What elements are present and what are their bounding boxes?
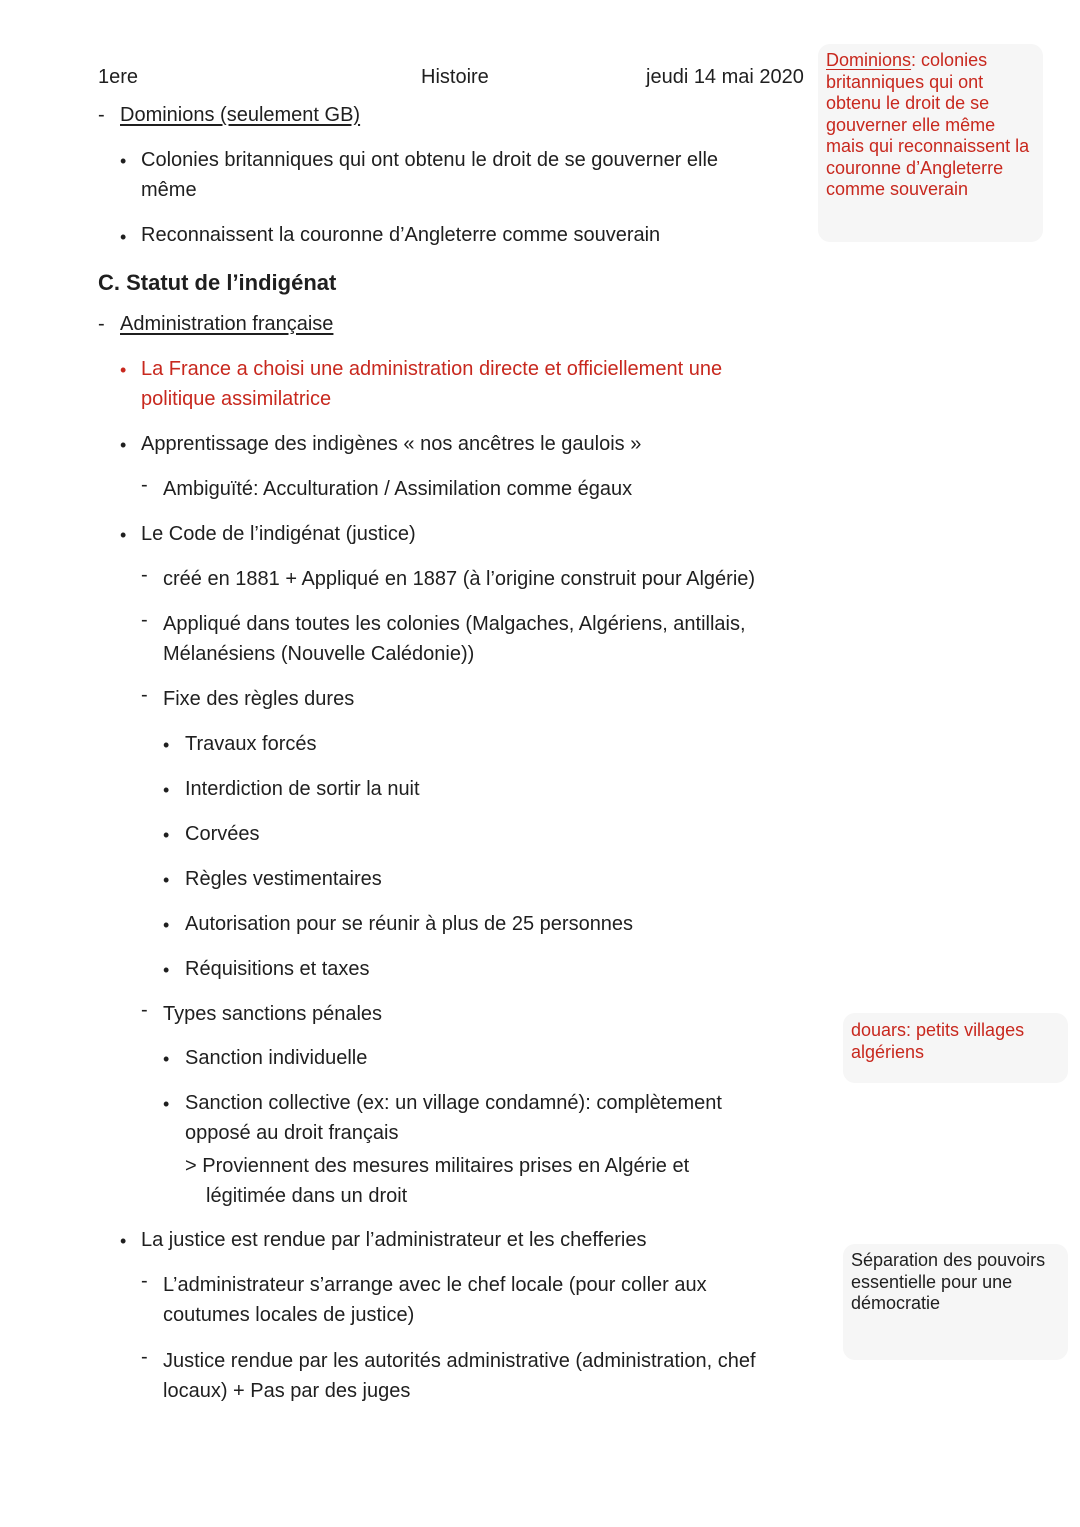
side-note-separation [843,1244,1068,1360]
dash-marker: - [141,564,148,586]
dash-marker: - [141,1346,148,1368]
bullet-marker: • [120,227,127,247]
france-policy-line-2: politique assimilatrice [141,388,332,410]
dash-marker: - [98,313,105,335]
bullet-marker: • [120,151,127,171]
dash-marker: - [141,609,148,631]
dash-marker: - [141,684,148,706]
side-note-douars [843,1013,1068,1083]
dominions-heading: Dominions (seulement GB) [120,104,361,126]
administrateur-line-1: L’administrateur s’arrange avec le chef locale (pour coller aux [163,1274,707,1296]
bullet-marker: • [120,435,127,455]
applique-line-1: Appliqué dans toutes les colonies (Malgaches, Algériens, antillais, [163,613,746,635]
subject-label: Histoire [421,66,489,88]
dash-marker: - [141,474,148,496]
note-text: Séparation des pouvoirs essentielle pour une démocratie [851,1250,1046,1313]
ambiguite-item: Ambiguïté: Acculturation / Assimilation comme égaux [163,478,633,500]
regle-item: Travaux forcés [185,733,317,755]
side-note-dominions [818,44,1043,242]
note-term: Dominions [826,50,912,70]
regle-item: Autorisation pour se réunir à plus de 25 personnes [185,913,634,935]
justice-item: La justice est rendue par l’administrateur et les chefferies [141,1229,647,1251]
justice-rendue-line-1: Justice rendue par les autorités administrative (administration, chef [163,1350,756,1372]
proviennent-line-2: légitimée dans un droit [206,1185,408,1207]
dominions-bullet-2: Reconnaissent la couronne d’Angleterre comme souverain [141,224,661,246]
apprentissage-item: Apprentissage des indigènes « nos ancêtres le gaulois » [141,433,642,455]
bullet-marker: • [163,780,170,800]
bullet-marker: • [163,735,170,755]
code-indigenat-item: Le Code de l’indigénat (justice) [141,523,416,545]
dash-marker: - [141,999,148,1021]
regle-item: Règles vestimentaires [185,868,382,890]
regle-item: Interdiction de sortir la nuit [185,778,420,800]
dominions-bullet-1-line-1: Colonies britanniques qui ont obtenu le droit de se gouverner elle [141,149,719,171]
regle-item: Réquisitions et taxes [185,958,370,980]
administrateur-line-2: coutumes locales de justice) [163,1304,415,1326]
regle-item: Corvées [185,823,260,845]
note-definition: : colonies britanniques qui ont obtenu le droit de se gouverner elle même mais qui reconnaissent la couronne d’Angleterre comme souverain [826,50,1030,199]
administration-heading: Administration française [120,313,334,335]
sanction-individuelle-item: Sanction individuelle [185,1047,368,1069]
bullet-marker: • [163,870,170,890]
bullet-marker: • [163,1094,170,1114]
bullet-marker: • [163,1049,170,1069]
bullet-marker: • [120,525,127,545]
class-label: 1ere [98,66,139,88]
applique-line-2: Mélanésiens (Nouvelle Calédonie)) [163,643,475,665]
dominions-bullet-1-line-2: même [141,179,197,201]
cree-item: créé en 1881 + Appliqué en 1887 (à l’origine construit pour Algérie) [163,568,756,590]
note-text: douars: petits villages algériens [851,1020,1025,1062]
bullet-marker: • [120,360,127,380]
dash-marker: - [141,1270,148,1292]
bullet-marker: • [163,825,170,845]
bullet-marker: • [120,1231,127,1251]
sanction-collective-line-2: opposé au droit français [185,1122,399,1144]
fixe-regles-item: Fixe des règles dures [163,688,355,710]
bullet-marker: • [163,960,170,980]
bullet-marker: • [163,915,170,935]
types-sanctions-item: Types sanctions pénales [163,1003,383,1025]
france-policy-line-1: La France a choisi une administration directe et officiellement une [141,358,723,380]
sanction-collective-line-1: Sanction collective (ex: un village condamné): complètement [185,1092,722,1114]
dash-marker: - [98,104,105,126]
justice-rendue-line-2: locaux) + Pas par des juges [163,1380,411,1402]
proviennent-line-1: > Proviennent des mesures militaires prises en Algérie et [185,1155,690,1177]
section-title: C. Statut de l’indigénat [98,270,337,295]
date-label: jeudi 14 mai 2020 [646,66,804,88]
